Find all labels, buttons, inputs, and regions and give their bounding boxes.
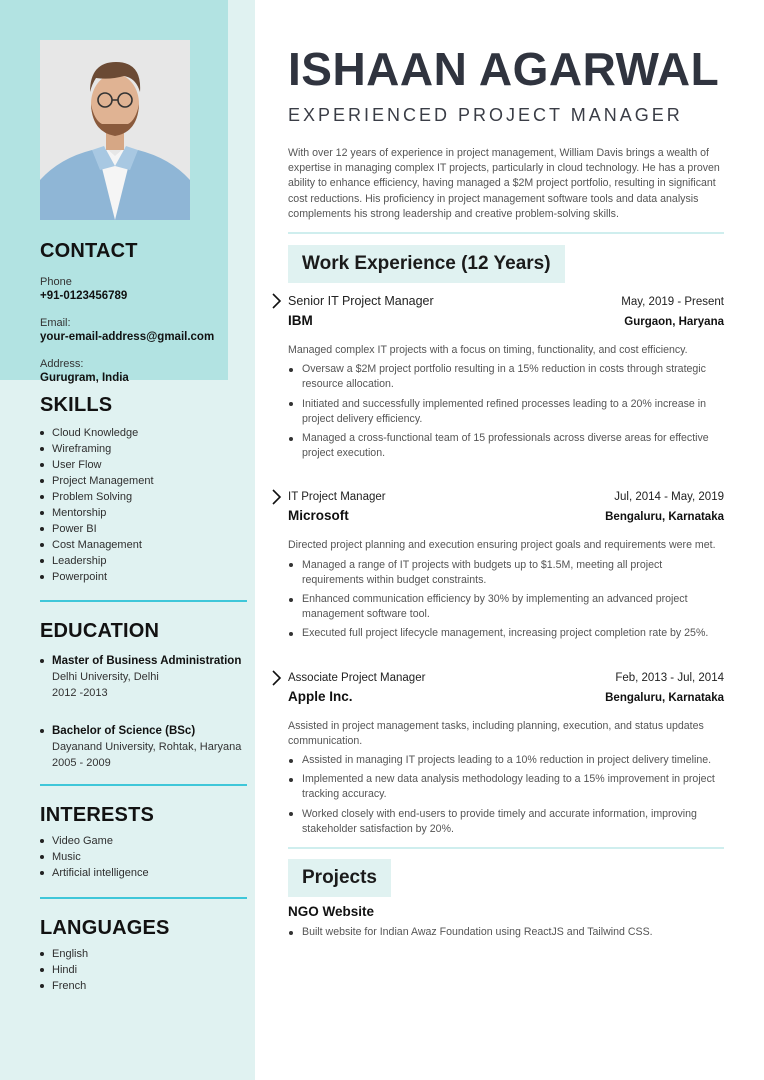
list-item: Built website for Indian Awaz Foundation using ReactJS and Tailwind CSS. bbox=[288, 925, 724, 940]
school: Dayanand University, Rohtak, Haryana bbox=[52, 741, 242, 753]
main-content bbox=[288, 40, 724, 940]
job-bullets bbox=[288, 753, 724, 837]
education-item bbox=[40, 653, 250, 701]
interests-heading: INTERESTS bbox=[40, 804, 155, 826]
list-item: Managed a cross-functional team of 15 professionals across diverse areas for effective project execution. bbox=[288, 431, 724, 461]
languages-heading: LANGUAGES bbox=[40, 917, 170, 939]
list-item: Worked closely with end-users to provide timely and accurate information, improving stakeholder satisfaction by 20%. bbox=[288, 807, 724, 837]
list-item: Leadership bbox=[40, 553, 250, 569]
list-item: Video Game bbox=[40, 833, 250, 849]
job-entry bbox=[288, 489, 724, 641]
job-location: Gurgaon, Haryana bbox=[624, 316, 724, 329]
person-portrait-icon bbox=[40, 40, 190, 220]
list-item: Problem Solving bbox=[40, 489, 250, 505]
chevron-right-icon bbox=[270, 488, 282, 506]
email-label: Email: bbox=[40, 317, 71, 329]
phone-value[interactable]: +91-0123456789 bbox=[40, 290, 128, 302]
job-description: Managed complex IT projects with a focus on timing, functionality, and cost efficiency. bbox=[288, 344, 688, 357]
work-experience-section bbox=[288, 245, 724, 837]
skills-heading: SKILLS bbox=[40, 394, 113, 416]
education-section bbox=[40, 620, 250, 771]
education-heading: EDUCATION bbox=[40, 620, 160, 642]
job-dates: Jul, 2014 - May, 2019 bbox=[614, 491, 724, 504]
projects-heading: Projects bbox=[288, 859, 391, 897]
skills-section bbox=[40, 394, 250, 585]
candidate-name: ISHAAN AGARWAL bbox=[288, 43, 720, 95]
project-bullets bbox=[288, 925, 724, 940]
project-name: NGO Website bbox=[288, 904, 375, 920]
list-item: Assisted in managing IT projects leading to a 10% reduction in project delivery timeline. bbox=[288, 753, 724, 768]
languages-list bbox=[40, 946, 250, 994]
job-entry bbox=[288, 670, 724, 837]
address-value: Gurugram, India bbox=[40, 372, 129, 384]
section-divider bbox=[40, 600, 247, 602]
list-item: Cloud Knowledge bbox=[40, 425, 250, 441]
list-item: Enhanced communication efficiency by 30% by implementing an advanced project management software tool. bbox=[288, 592, 724, 622]
job-title: Associate Project Manager bbox=[288, 671, 426, 684]
list-item: Powerpoint bbox=[40, 569, 250, 585]
profile-summary: With over 12 years of experience in project management, William Davis brings a wealth of expertise in managing complex IT projects, particularly in cloud technology. He has a proven ability to enhance efficiency, having managed a $2M project portfolio, resulting in significant cost reductions. His proficiency in project management software tools and data analysis complements his strong leadership and creative problem-solving skills. bbox=[288, 147, 720, 220]
school: Delhi University, Delhi bbox=[52, 671, 159, 683]
list-item: Managed a range of IT projects with budgets up to $1.5M, meeting all project requirements within budget constraints. bbox=[288, 558, 724, 588]
projects-section bbox=[288, 859, 724, 940]
section-divider bbox=[288, 232, 724, 234]
list-item: Power BI bbox=[40, 521, 250, 537]
list-item: Implemented a new data analysis methodology leading to a 15% improvement in project tracking accuracy. bbox=[288, 772, 724, 802]
list-item: Project Management bbox=[40, 473, 250, 489]
job-company: Apple Inc. bbox=[288, 688, 353, 704]
list-item: Music bbox=[40, 849, 250, 865]
job-entry bbox=[288, 293, 724, 461]
work-experience-heading: Work Experience (12 Years) bbox=[288, 245, 565, 283]
list-item: English bbox=[40, 946, 250, 962]
years: 2012 -2013 bbox=[52, 687, 108, 699]
languages-section bbox=[40, 917, 250, 994]
section-divider bbox=[40, 897, 247, 899]
degree: Bachelor of Science (BSc) bbox=[52, 725, 196, 737]
job-description: Directed project planning and execution ensuring project goals and requirements were met. bbox=[288, 539, 716, 552]
interests-list bbox=[40, 833, 250, 881]
chevron-right-icon bbox=[270, 292, 282, 310]
job-dates: May, 2019 - Present bbox=[621, 296, 724, 309]
section-divider bbox=[40, 784, 247, 786]
job-location: Bengaluru, Karnataka bbox=[605, 691, 724, 704]
address-label: Address: bbox=[40, 358, 84, 370]
sidebar bbox=[40, 240, 250, 386]
job-bullets bbox=[288, 558, 724, 642]
list-item: Executed full project lifecycle management, increasing project completion rate by 25%. bbox=[288, 626, 724, 641]
job-description: Assisted in project management tasks, including planning, execution, and status updates communication. bbox=[288, 719, 704, 747]
list-item: French bbox=[40, 978, 250, 994]
skills-list bbox=[40, 425, 250, 585]
job-dates: Feb, 2013 - Jul, 2014 bbox=[615, 671, 724, 684]
chevron-right-icon bbox=[270, 669, 282, 687]
phone-label: Phone bbox=[40, 276, 72, 288]
list-item: Mentorship bbox=[40, 505, 250, 521]
profile-photo bbox=[40, 40, 190, 220]
interests-section bbox=[40, 804, 250, 881]
degree: Master of Business Administration bbox=[52, 655, 242, 667]
job-company: Microsoft bbox=[288, 508, 349, 524]
list-item: Hindi bbox=[40, 962, 250, 978]
job-location: Bengaluru, Karnataka bbox=[605, 511, 724, 524]
contact-heading: CONTACT bbox=[40, 240, 138, 262]
candidate-role: EXPERIENCED PROJECT MANAGER bbox=[288, 105, 683, 125]
email-value[interactable]: your-email-address@gmail.com bbox=[40, 331, 215, 343]
list-item: Oversaw a $2M project portfolio resulting in a 15% reduction in costs through strategic resource allocation. bbox=[288, 362, 724, 392]
list-item: User Flow bbox=[40, 457, 250, 473]
years: 2005 - 2009 bbox=[52, 757, 111, 769]
list-item: Initiated and successfully implemented refined processes leading to a 20% increase in project delivery efficiency. bbox=[288, 397, 724, 427]
list-item: Wireframing bbox=[40, 441, 250, 457]
job-bullets bbox=[288, 362, 724, 461]
list-item: Artificial intelligence bbox=[40, 865, 250, 881]
education-item bbox=[40, 723, 250, 771]
job-title: Senior IT Project Manager bbox=[288, 294, 434, 309]
list-item: Cost Management bbox=[40, 537, 250, 553]
section-divider bbox=[288, 847, 724, 849]
job-title: IT Project Manager bbox=[288, 491, 386, 504]
job-company: IBM bbox=[288, 313, 313, 329]
